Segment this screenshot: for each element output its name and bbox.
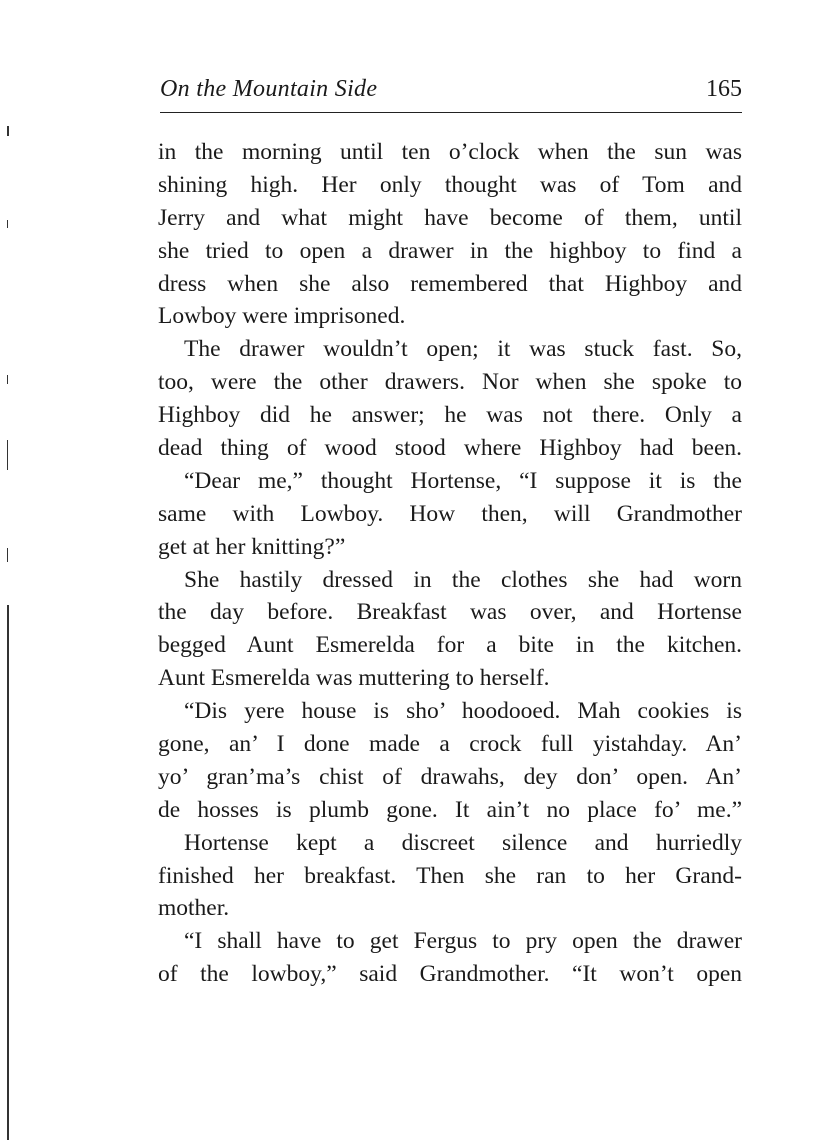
- text-line: Jerry and what might have become of them, until: [158, 204, 742, 231]
- page-number: 165: [706, 76, 742, 102]
- text-line: yo’ gran’ma’s chist of drawahs, dey don’ open. An’: [158, 763, 742, 790]
- body-text: [158, 136, 742, 991]
- text-line: finished her breakfast. Then she ran to her Grand-: [158, 862, 742, 889]
- text-line: She hastily dressed in the clothes she had worn: [184, 566, 742, 593]
- text-line: Hortense kept a discreet silence and hurriedly: [184, 829, 742, 856]
- text-line: begged Aunt Esmerelda for a bite in the kitchen.: [158, 632, 742, 659]
- text-line: Aunt Esmerelda was muttering to herself.: [158, 665, 550, 692]
- text-line: too, were the other drawers. Nor when she spoke to: [158, 369, 742, 396]
- scan-edge-mark: [7, 440, 8, 470]
- text-line: gone, an’ I done made a crock full yistahday. An’: [158, 731, 742, 758]
- text-line: the day before. Breakfast was over, and Hortense: [158, 599, 742, 626]
- text-line: same with Lowboy. How then, will Grandmother: [158, 500, 742, 527]
- text-line: dead thing of wood stood where Highboy had been.: [158, 435, 742, 462]
- text-line: Highboy did he answer; he was not there. Only a: [158, 402, 742, 429]
- page-header: [160, 76, 742, 113]
- text-line: “Dear me,” thought Hortense, “I suppose it is the: [184, 467, 742, 494]
- text-line: “Dis yere house is sho’ hoodooed. Mah cookies is: [184, 698, 742, 725]
- text-line: de hosses is plumb gone. It ain’t no place fo’ me.”: [158, 796, 742, 823]
- text-line: in the morning until ten o’clock when the sun was: [158, 139, 742, 165]
- scan-edge-mark: [7, 126, 9, 136]
- scan-edge-mark: [7, 548, 8, 562]
- text-line: she tried to open a drawer in the highboy to find a: [158, 237, 742, 264]
- scan-edge-mark: [7, 375, 8, 384]
- text-line: dress when she also remembered that Highboy and: [158, 270, 742, 297]
- text-line: “I shall have to get Fergus to pry open the drawer: [184, 928, 742, 955]
- text-line: shining high. Her only thought was of Tom and: [158, 171, 742, 198]
- scan-edge-mark: [7, 220, 8, 228]
- text-line: get at her knitting?”: [158, 533, 346, 560]
- text-line: The drawer wouldn’t open; it was stuck fast. So,: [184, 336, 742, 363]
- running-title: On the Mountain Side: [160, 76, 378, 102]
- scan-edge-mark: [7, 605, 9, 1140]
- text-line: Lowboy were imprisoned.: [158, 303, 406, 330]
- text-line: mother.: [158, 895, 230, 922]
- text-line: of the lowboy,” said Grandmother. “It won’t open: [158, 961, 742, 988]
